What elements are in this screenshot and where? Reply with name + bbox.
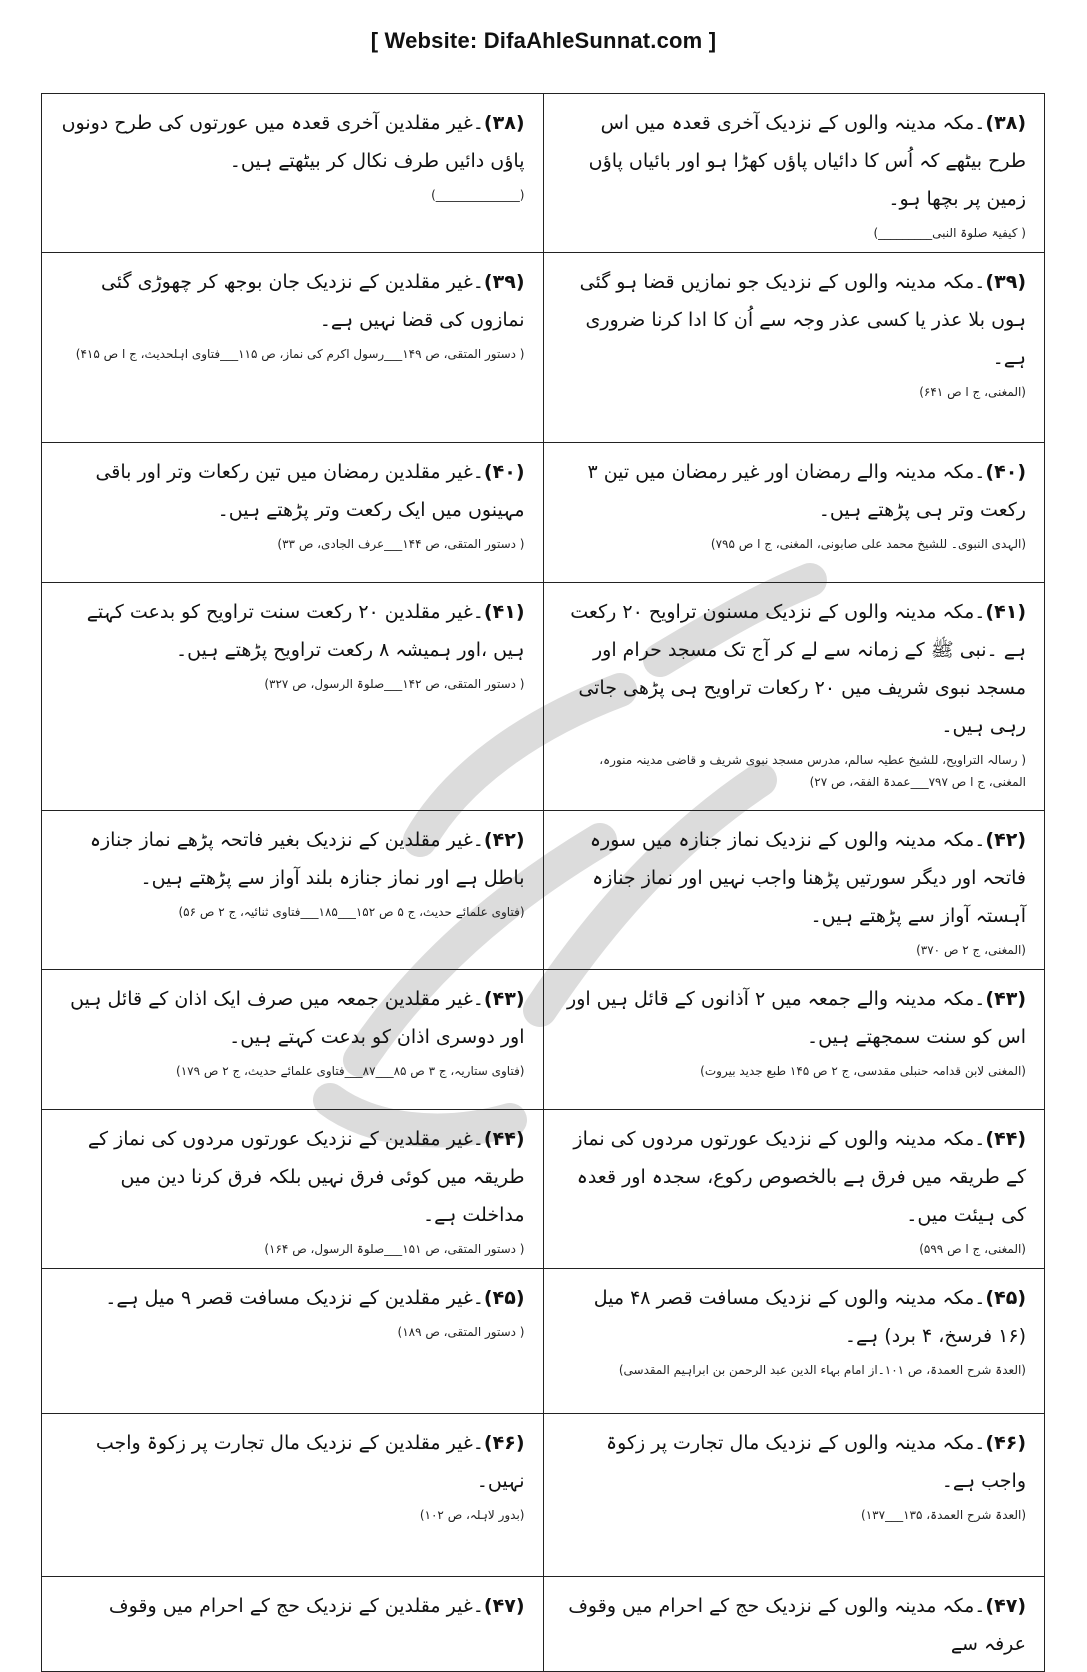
website-header: [ Website: DifaAhleSunnat.com ] (370, 28, 717, 53)
table-row (42, 970, 1045, 1110)
madina-cell (543, 1577, 1045, 1672)
ghair-muqallid-cell (42, 94, 544, 253)
table-row (42, 811, 1045, 970)
madina-reference: ( رسالہ التراویح، للشیخ عطیہ سالم، مدرس مسجد نبوی شریف و قاضی مدینہ منورہ، المغنی، ج ا ص ۷۹۷___عمدۃ الفقہ، ص ۲۷) (599, 753, 1026, 789)
madina-reference: (المغنی، ج ا ص ۶۴۱) (919, 385, 1026, 399)
madina-cell (543, 443, 1045, 583)
ghair-muqallid-reference: (فتاوی علمائے حدیث، ج ۵ ص ۱۵۲___۱۸۵___فتاوی ثنائیہ، ج ۲ ص ۵۶) (178, 905, 525, 919)
ghair-muqallid-statement: (۴۰)۔غیر مقلدین رمضان میں تین رکعات وتر اور باقی مہینوں میں ایک رکعت وتر پڑھتے ہیں۔ (95, 461, 525, 521)
ghair-muqallid-cell (42, 583, 544, 811)
table-row (42, 443, 1045, 583)
madina-cell (543, 811, 1045, 970)
madina-statement: (۴۵)۔مکہ مدینہ والوں کے نزدیک مسافت قصر ۴۸ میل (۱۶ فرسخ، ۴ برد) ہے۔ (593, 1287, 1026, 1347)
madina-cell (543, 1110, 1045, 1269)
table-row (42, 94, 1045, 253)
madina-reference: (المغنی لابن قدامہ حنبلی مقدسی، ج ۲ ص ۱۴۵ طبع جدید بیروت) (700, 1064, 1026, 1078)
ghair-muqallid-cell (42, 1269, 544, 1414)
table-row (42, 1269, 1045, 1414)
table-row (42, 1577, 1045, 1672)
ghair-muqallid-reference: ( دستور المتقی، ص ۱۴۹___رسول اکرم کی نماز، ص ۱۱۵___فتاوی اہلحدیث، ج ا ص ۴۱۵) (75, 347, 525, 361)
ghair-muqallid-statement: (۴۶)۔غیر مقلدین کے نزدیک مال تجارت پر زکوۃ واجب نہیں۔ (95, 1432, 525, 1492)
madina-reference: ( کیفیۃ صلوۃ النبی_________) (873, 226, 1026, 240)
madina-statement: (۴۷)۔مکہ مدینہ والوں کے نزدیک حج کے احرام میں وقوف عرفہ سے (568, 1595, 1026, 1655)
ghair-muqallid-statement: (۴۷)۔غیر مقلدین کے نزدیک حج کے احرام میں وقوف (108, 1595, 525, 1617)
table-row (42, 583, 1045, 811)
ghair-muqallid-reference: (فتاوی ستاریہ، ج ۳ ص ۸۵___۸۷___فتاوی علمائے حدیث، ج ۲ ص ۱۷۹) (176, 1064, 525, 1078)
ghair-muqallid-reference: ( دستور المتقی، ص ۱۸۹) (397, 1325, 525, 1339)
ghair-muqallid-statement: (۴۱)۔غیر مقلدین ۲۰ رکعت سنت تراویح کو بدعت کہتے ہیں ،اور ہمیشہ ۸ رکعت تراویح پڑھتے ہیں۔ (86, 601, 525, 661)
madina-cell (543, 1414, 1045, 1577)
ghair-muqallid-cell (42, 970, 544, 1110)
ghair-muqallid-statement: (۳۹)۔غیر مقلدین کے نزدیک جان بوجھ کر چھوڑی گئی نمازوں کی قضا نہیں ہے۔ (100, 271, 525, 331)
ghair-muqallid-statement: (۴۵)۔غیر مقلدین کے نزدیک مسافت قصر ۹ میل ہے۔ (105, 1287, 525, 1309)
ghair-muqallid-cell (42, 443, 544, 583)
madina-reference: (المغنی، ج ۲ ص ۳۷۰) (916, 943, 1026, 957)
ghair-muqallid-reference: ( دستور المتقی، ص ۱۴۲___صلوۃ الرسول، ص ۳۲۷) (264, 677, 525, 691)
ghair-muqallid-cell (42, 1577, 544, 1672)
madina-statement: (۴۰)۔مکہ مدینہ والے رمضان اور غیر رمضان میں تین ۳ رکعت وتر ہی پڑھتے ہیں۔ (587, 461, 1026, 521)
table-row (42, 1110, 1045, 1269)
madina-statement: (۴۶)۔مکہ مدینہ والوں کے نزدیک مال تجارت پر زکوۃ واجب ہے۔ (606, 1432, 1026, 1492)
table-row (42, 1414, 1045, 1577)
ghair-muqallid-statement: (۴۳)۔غیر مقلدین جمعہ میں صرف ایک اذان کے قائل ہیں اور دوسری اذان کو بدعت کہتے ہیں۔ (70, 988, 525, 1048)
madina-cell (543, 1269, 1045, 1414)
madina-reference: (المغنی، ج ا ص ۵۹۹) (919, 1242, 1026, 1256)
madina-statement: (۴۳)۔مکہ مدینہ والے جمعہ میں ۲ آذانوں کے قائل ہیں اور اس کو سنت سمجھتے ہیں۔ (567, 988, 1026, 1048)
ghair-muqallid-reference: ( دستور المتقی، ص ۱۵۱___صلوۃ الرسول، ص ۱۶۴) (264, 1242, 525, 1256)
madina-statement: (۳۸)۔مکہ مدینہ والوں کے نزدیک آخری قعدہ میں اس طرح بیٹھے کہ اُس کا دائیاں پاؤں کھڑا ہو اور بائیاں پاؤں زمین پر بچھا ہو۔ (588, 112, 1026, 210)
ghair-muqallid-reference: (بدور لاہلہ، ص ۱۰۲) (419, 1508, 525, 1522)
madina-statement: (۴۴)۔مکہ مدینہ والوں کے نزدیک عورتوں مردوں کی نماز کے طریقہ میں فرق ہے بالخصوص رکوع، سجدہ اور قعدہ کی ہیئت میں۔ (573, 1128, 1026, 1226)
ghair-muqallid-reference: (______________) (431, 188, 525, 202)
madina-reference: (الہدی النبوی۔ للشیخ محمد علی صابونی، المغنی، ج ا ص ۷۹۵) (710, 537, 1026, 551)
madina-cell (543, 253, 1045, 443)
ghair-muqallid-cell (42, 811, 544, 970)
madina-cell (543, 970, 1045, 1110)
madina-cell (543, 94, 1045, 253)
ghair-muqallid-reference: ( دستور المتقی، ص ۱۴۴___عرف الجادی، ص ۳۳) (277, 537, 525, 551)
ghair-muqallid-statement: (۴۴)۔غیر مقلدین کے نزدیک عورتوں مردوں کی نماز کے طریقہ میں کوئی فرق نہیں بلکہ فرق کرنا دین میں مداخلت ہے۔ (87, 1128, 525, 1226)
comparison-table (41, 93, 1045, 1672)
madina-statement: (۴۱)۔مکہ مدینہ والوں کے نزدیک مسنون تراویح ۲۰ رکعت ہے ۔نبی ﷺ کے زمانہ سے لے کر آج تک مسجد حرام اور مسجد نبوی شریف میں ۲۰ رکعات تراویح ہی پڑھی جاتی رہی ہیں۔ (570, 601, 1026, 737)
table-row (42, 253, 1045, 443)
ghair-muqallid-statement: (۴۲)۔غیر مقلدین کے نزدیک بغیر فاتحہ پڑھے نماز جنازہ باطل ہے اور نماز جنازہ بلند آواز سے پڑھتے ہیں۔ (89, 829, 525, 889)
ghair-muqallid-cell (42, 1110, 544, 1269)
ghair-muqallid-statement: (۳۸)۔غیر مقلدین آخری قعدہ میں عورتوں کی طرح دونوں پاؤں دائیں طرف نکال کر بیٹھتے ہیں۔ (61, 112, 525, 172)
madina-reference: (العدۃ شرح العمدۃ، ۱۳۵___۱۳۷) (861, 1508, 1026, 1522)
madina-statement: (۴۲)۔مکہ مدینہ والوں کے نزدیک نماز جنازہ میں سورہ فاتحہ اور دیگر سورتیں پڑھنا واجب نہیں اور نماز جنازہ آہستہ آواز سے پڑھتے ہیں۔ (589, 829, 1026, 927)
madina-reference: (العدۃ شرح العمدۃ، ص ۱۰۱۔از امام بہاء الدین عبد الرحمن بن ابراہیم المقدسی) (618, 1363, 1026, 1377)
madina-cell (543, 583, 1045, 811)
ghair-muqallid-cell (42, 1414, 544, 1577)
ghair-muqallid-cell (42, 253, 544, 443)
madina-statement: (۳۹)۔مکہ مدینہ والوں کے نزدیک جو نمازیں قضا ہو گئی ہوں بلا عذر یا کسی عذر وجہ سے اُن کا ادا کرنا ضروری ہے۔ (579, 271, 1026, 369)
